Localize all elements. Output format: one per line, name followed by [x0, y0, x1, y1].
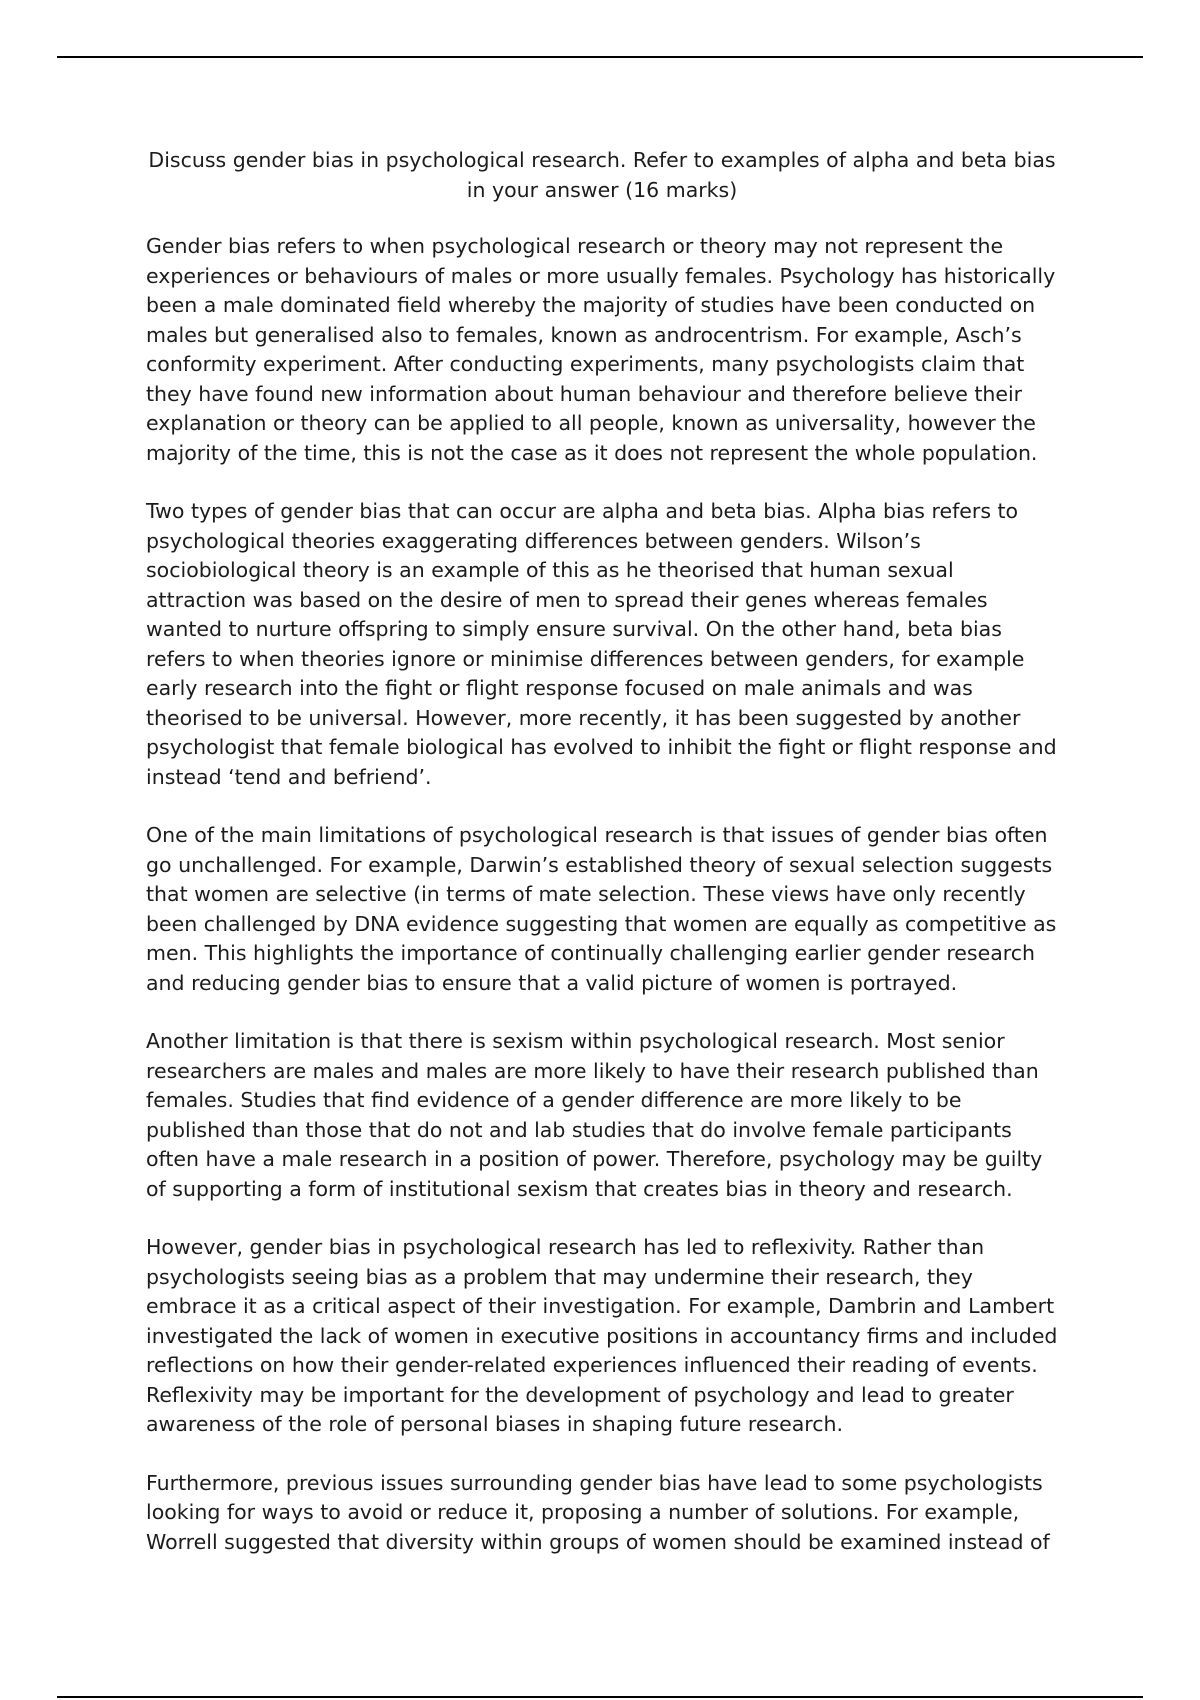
document-body [146, 146, 1058, 1586]
paragraph-solutions: Furthermore, previous issues surrounding gender bias have lead to some psychologists looking for ways to avoid or reduce it, proposing a number of solutions. For example, Worrell suggested that diversity within groups of women should be examined instead of [146, 1470, 1050, 1554]
footer-rule [57, 1696, 1143, 1698]
paragraph-introduction: Gender bias refers to when psychological research or theory may not represent the experiences or behaviours of males or more usually females. Psychology has historically been a male dominated field whereby the majority of studies have been conducted on males but generalised also to females, known as androcentrism. For example, Asch’s conformity experiment. After conducting experiments, many psychologists claim that they have found new information about human behaviour and therefore believe their explanation or theory can be applied to all people, known as universality, however the majority of the time, this is not the case as it does not represent the whole population. [146, 234, 1056, 465]
paragraph-limitation-unchallenged: One of the main limitations of psychological research is that issues of gender bias often go unchallenged. For example, Darwin’s established theory of sexual selection suggests that women are selective (in terms of mate selection. These views have only recently been challenged by DNA evidence suggesting that women are equally as competitive as men. This highlights the importance of continually challenging earlier gender research and reducing gender bias to ensure that a valid picture of women is portrayed. [146, 823, 1057, 995]
header-rule [57, 56, 1143, 58]
essay-question-title: Discuss gender bias in psychological research. Refer to examples of alpha and beta bias in your answer (16 marks) [148, 148, 1056, 202]
paragraph-reflexivity: However, gender bias in psychological research has led to reflexivity. Rather than psychologists seeing bias as a problem that may undermine their research, they embrace it as a critical aspect of their investigation. For example, Dambrin and Lambert investigated the lack of women in executive positions in accountancy firms and included reflections on how their gender-related experiences influenced their reading of events. Reflexivity may be important for the development of psychology and lead to greater awareness of the role of personal biases in shaping future research. [146, 1235, 1058, 1436]
paragraph-alpha-beta-bias: Two types of gender bias that can occur are alpha and beta bias. Alpha bias refers to psychological theories exaggerating differences between genders. Wilson’s sociobiological theory is an example of this as he theorised that human sexual attraction was based on the desire of men to spread their genes whereas females wanted to nurture offspring to simply ensure survival. On the other hand, beta bias refers to when theories ignore or minimise differences between genders, for example early research into the fight or flight response focused on male animals and was theorised to be universal. However, more recently, it has been suggested by another psychologist that female biological has evolved to inhibit the fight or flight response and instead ‘tend and befriend’. [146, 499, 1057, 789]
paragraph-limitation-sexism: Another limitation is that there is sexism within psychological research. Most senior researchers are males and males are more likely to have their research published than females. Studies that find evidence of a gender difference are more likely to be published than those that do not and lab studies that do involve female participants often have a male research in a position of power. Therefore, psychology may be guilty of supporting a form of institutional sexism that creates bias in theory and research. [146, 1029, 1043, 1201]
